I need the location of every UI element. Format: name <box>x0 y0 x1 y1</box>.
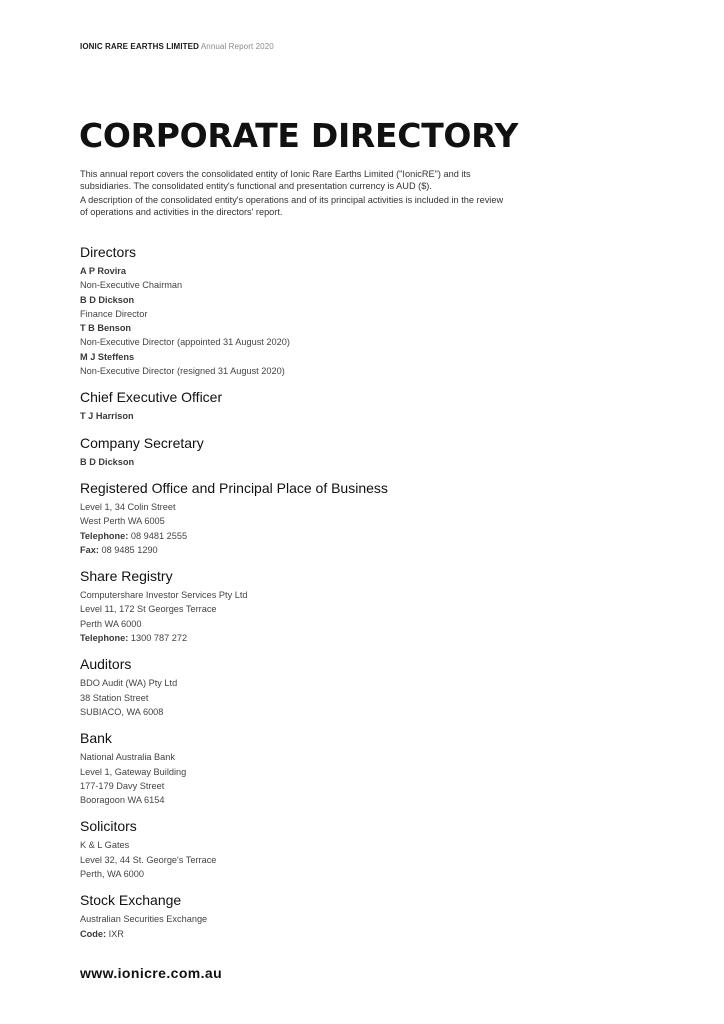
address-line: SUBIACO, WA 6008 <box>80 706 164 717</box>
exchange-name: Australian Securities Exchange <box>80 914 208 925</box>
website-link[interactable]: www.ionicre.com.au <box>80 965 223 981</box>
director-role: Non-Executive Chairman <box>80 280 183 291</box>
address-line: K & L Gates <box>80 840 130 851</box>
director-role: Non-Executive Director (appointed 31 August 2020) <box>80 337 290 348</box>
address-line: Level 1, 34 Colin Street <box>80 501 176 512</box>
director-name: B D Dickson <box>80 294 135 305</box>
telephone-label: Telephone: <box>80 633 129 644</box>
director-role: Non-Executive Director (resigned 31 August 2020) <box>80 366 285 377</box>
fax-label: Fax: <box>80 544 99 555</box>
section-share-registry <box>80 567 640 645</box>
code-label: Code: <box>80 928 107 939</box>
telephone-line <box>80 631 640 645</box>
section-heading: Solicitors <box>80 818 137 835</box>
section-heading: Stock Exchange <box>80 892 182 909</box>
address-line: Level 32, 44 St. George's Terrace <box>80 854 217 865</box>
section-heading: Directors <box>80 244 137 260</box>
section-auditors <box>80 655 640 719</box>
address-line: BDO Audit (WA) Pty Ltd <box>80 678 178 689</box>
header-report: Annual Report 2020 <box>200 42 274 51</box>
section-secretary <box>80 434 640 469</box>
ceo-name: T J Harrison <box>80 411 134 422</box>
telephone-line <box>80 529 640 543</box>
telephone-value: 1300 787 272 <box>128 633 188 644</box>
section-heading: Registered Office and Principal Place of Business <box>80 479 388 496</box>
address-line: Level 1, Gateway Building <box>80 766 187 777</box>
director-name: T B Benson <box>80 323 132 334</box>
intro-paragraph-1: This annual report covers the consolidated entity of Ionic Rare Earths Limited ("IonicRE") and its subsidiaries. The consolidated entity's functional and presentation currency is AUD ($). <box>80 169 471 191</box>
director-role: Finance Director <box>80 308 148 319</box>
directory-content <box>80 243 640 941</box>
fax-line <box>80 543 640 557</box>
page-title: CORPORATE DIRECTORY <box>79 116 519 155</box>
director-name: M J Steffens <box>80 351 135 362</box>
section-ceo <box>80 388 640 423</box>
code-line <box>80 927 640 941</box>
section-stock-exchange <box>80 891 640 941</box>
section-heading: Bank <box>80 730 112 747</box>
telephone-value: 08 9481 2555 <box>128 530 188 541</box>
address-line: 38 Station Street <box>80 692 149 703</box>
section-registered-office <box>80 479 640 557</box>
director-name: A P Rovira <box>80 266 126 276</box>
address-line: West Perth WA 6005 <box>80 516 165 527</box>
section-heading: Share Registry <box>80 568 173 585</box>
address-line: Booragoon WA 6154 <box>80 795 165 806</box>
telephone-label: Telephone: <box>80 530 129 541</box>
section-heading: Auditors <box>80 656 132 673</box>
code-value: IXR <box>106 928 124 939</box>
section-directors <box>80 243 640 378</box>
section-heading: Company Secretary <box>80 434 204 451</box>
fax-value: 08 9485 1290 <box>98 544 158 555</box>
address-line: Level 11, 172 St Georges Terrace <box>80 604 217 615</box>
section-solicitors <box>80 817 640 881</box>
address-line: Computershare Investor Services Pty Ltd <box>80 590 248 601</box>
address-line: National Australia Bank <box>80 752 175 763</box>
secretary-name: B D Dickson <box>80 456 135 467</box>
address-line: 177-179 Davy Street <box>80 780 165 791</box>
intro-paragraph-2: A description of the consolidated entity's operations and of its principal activities is included in the review of operations and activities in the directors' report. <box>80 195 504 217</box>
intro <box>80 169 510 221</box>
header-company: IONIC RARE EARTHS LIMITED <box>80 42 199 51</box>
address-line: Perth WA 6000 <box>80 618 142 629</box>
section-bank <box>80 729 640 807</box>
section-heading: Chief Executive Officer <box>80 389 223 406</box>
address-line: Perth, WA 6000 <box>80 869 145 880</box>
page-header <box>80 42 274 51</box>
